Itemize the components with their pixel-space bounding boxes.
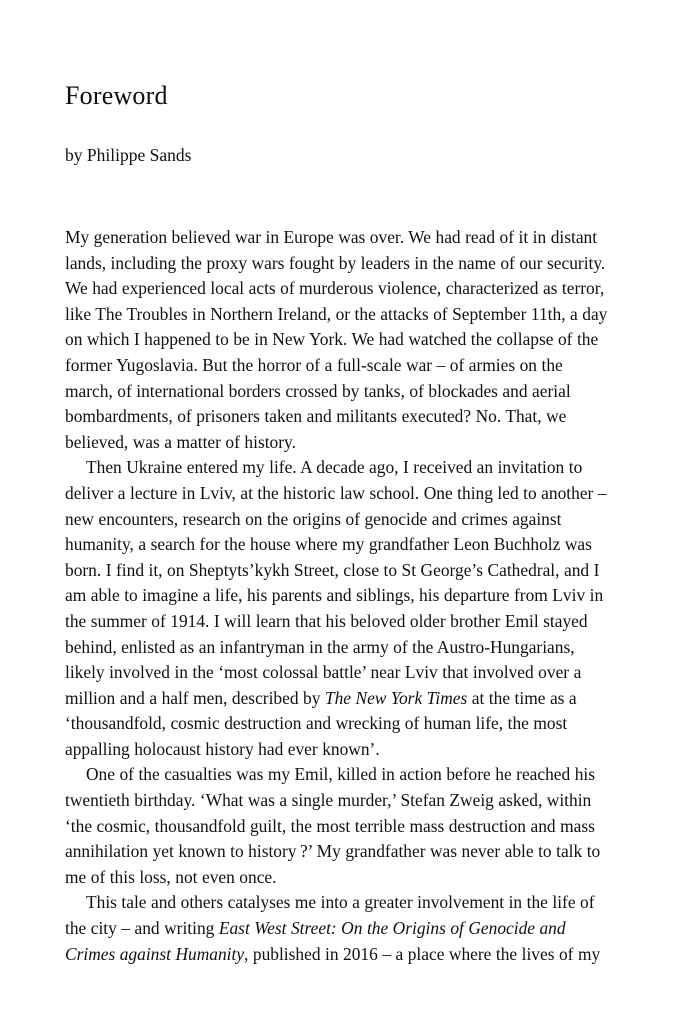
page-title: Foreword [65, 81, 168, 110]
text-run: , published in 2016 – a place where the lives of my [244, 943, 601, 964]
italic-title: The New York Times [324, 687, 468, 708]
paragraph-4 [65, 890, 613, 967]
author-byline: by Philippe Sands [65, 145, 192, 165]
paragraph-3 [65, 762, 613, 890]
paragraph-1 [65, 225, 613, 455]
text-run: Then Ukraine entered my life. A decade ago, I received an invitation to deliver a lecture in Lviv, at the historic law school. One thing led to another – new encounters, research on the origins of genocide and crimes against humanity, a search for the house where my grandfather Leon Buchholz was born. I find it, on Sheptyts’kykh Street, close to St George’s Cathedral, and I am able to imagine a life, his parents and siblings, his departure from Lviv in the summer of 1914. I will learn that his beloved older brother Emil stayed behind, enlisted as an infantryman in the army of the Austro-Hungarians, likely involved in the ‘most colossal battle’ near Lviv that involved over a million and a half men, described by [65, 457, 607, 708]
body-text [65, 167, 613, 967]
italic-title: East West Street: On the Origins of Genocide and Crimes against Humanity [65, 918, 566, 964]
text-run: at the time as a ‘thousandfold, cosmic destruction and wrecking of human life, the most appalling holocaust history had ever known’. [65, 687, 577, 759]
text-run: This tale and others catalyses me into a greater involvement in the life of the city – and writing [65, 892, 595, 939]
text-run: One of the casualties was my Emil, killed in action before he reached his twentieth birthday. ‘What was a single murder,’ Stefan Zweig asked, within ‘the cosmic, thousandfold guilt, the most terrible mass destruction and mass annihilation yet known to history ?’ My grandfather was never able to talk to me of this loss, not even once. [65, 764, 601, 887]
text-run: My generation believed war in Europe was over. We had read of it in distant lands, including the proxy wars fought by leaders in the name of our security. We had experienced local acts of murderous violence, characterized as terror, like The Troubles in Northern Ireland, or the attacks of September 11th, a day on which I happened to be in New York. We had watched the collapse of the former Yugoslavia. But the horror of a full-scale war – of armies on the march, of international borders crossed by tanks, of blockades and aerial bombardments, of prisoners taken and militants executed? No. That, we believed, was a matter of history. [65, 227, 608, 452]
paragraph-2 [65, 455, 613, 762]
